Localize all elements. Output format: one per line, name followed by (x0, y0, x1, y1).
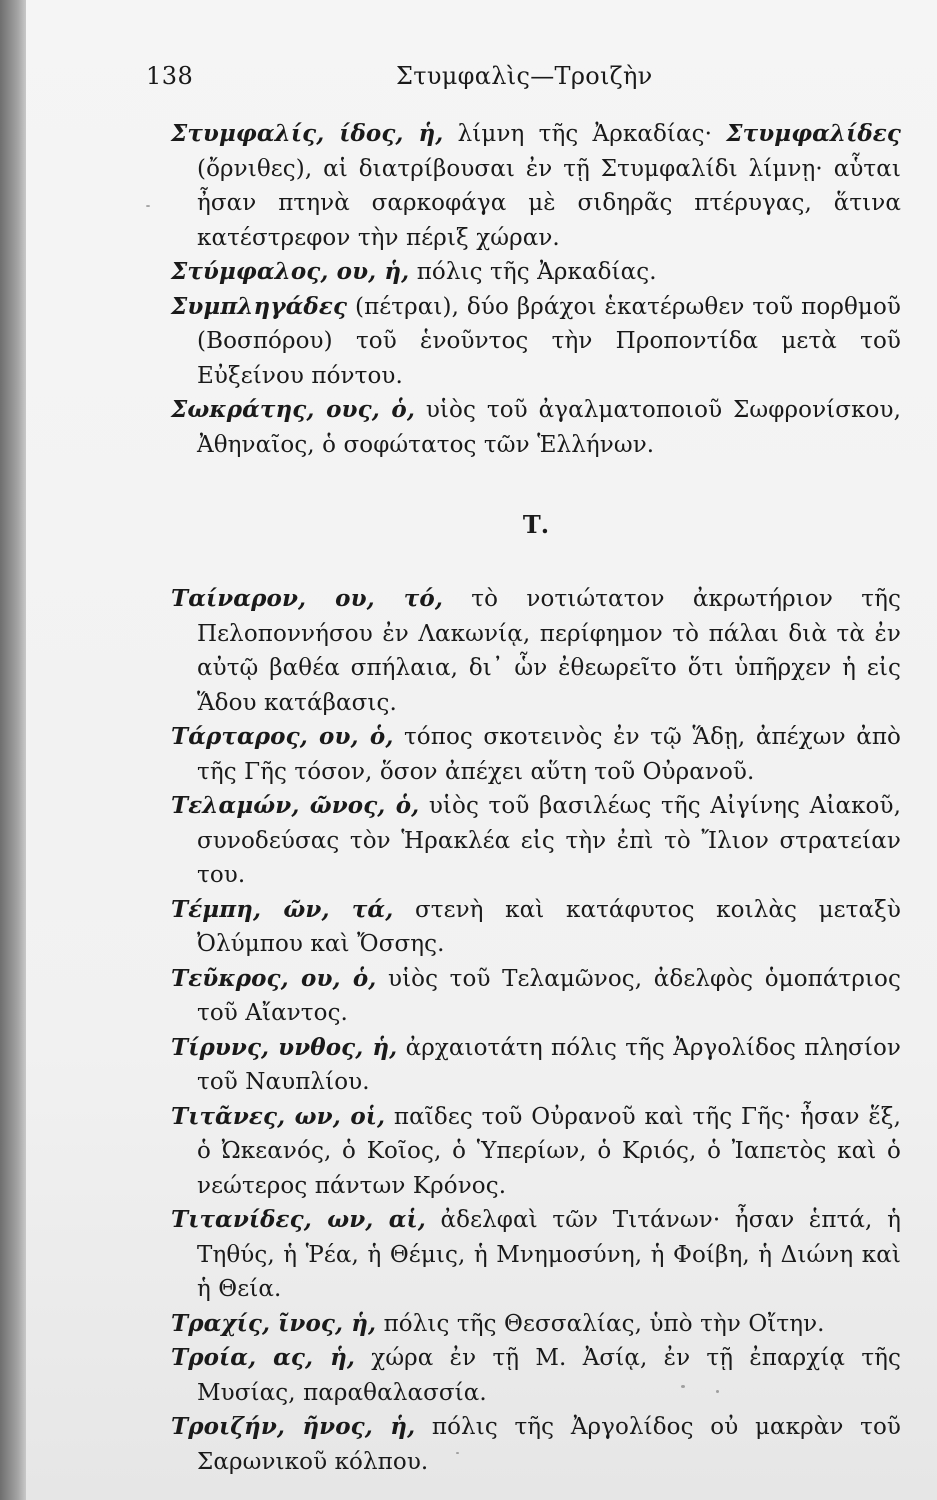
entry-text: λίμνη τῆς Ἀρκαδίας· (443, 121, 727, 147)
entry-headword: Στύμφαλος, ου, ἡ, (171, 258, 410, 285)
dictionary-entry (171, 962, 901, 1031)
dictionary-entry (171, 893, 901, 962)
dictionary-entry (171, 720, 901, 789)
entry-text: πόλις τῆς Ἀρκαδίας. (409, 259, 657, 285)
entry-headword: Τελαμών, ῶνος, ὁ, (171, 792, 420, 819)
entry-headword: Τάρταρος, ου, ὁ, (171, 723, 394, 750)
dictionary-entry (171, 1100, 901, 1204)
dictionary-entry (171, 582, 901, 720)
dictionary-entry (171, 1410, 901, 1479)
entry-text: χώρα ἐν τῇ Μ. Ἀσίᾳ, ἐν τῇ ἐπαρχίᾳ τῆς Μυσίας, παραθαλασσία. (197, 1345, 902, 1406)
entry-text: τόπος σκοτεινὸς ἐν τῷ Ἅδῃ, ἀπέχων ἀπὸ τῆς Γῆς τόσον, ὅσον ἀπέχει αὕτη τοῦ Οὐρανοῦ. (197, 724, 902, 785)
entry-text: υἱὸς τοῦ Τελαμῶνος, ἀδελφὸς ὁμοπάτριος τοῦ Αἴαντος. (197, 965, 901, 1026)
entry-text: (ὄρνιθες), αἱ διατρίβουσαι ἐν τῇ Στυμφαλίδι λίμνῃ· αὗται ἦσαν πτηνὰ σαρκοφάγα μὲ σιδηρᾶς πτέρυγας, ἅτινα κατέστρεφον τὴν πέριξ χώραν. (197, 155, 901, 251)
dictionary-entry (171, 255, 901, 290)
entry-text: στενὴ καὶ κατάφυτος κοιλὰς μεταξὺ Ὀλύμπου καὶ Ὄσσης. (197, 896, 901, 957)
entry-text: (πέτραι), δύο βράχοι ἑκατέρωθεν τοῦ πορθμοῦ (Βοσπόρου) τοῦ ἑνοῦντος τὴν Προποντίδα μετὰ τοῦ Εὐξείνου πόντου. (197, 293, 901, 389)
entry-headword: Τέμπη, ῶν, τά, (171, 895, 394, 923)
entry-headword: Τροιζήν, ῆνος, ἡ, (171, 1413, 416, 1440)
entry-text: παῖδες τοῦ Οὐρανοῦ καὶ τῆς Γῆς· ἦσαν ἕξ, ὁ Ὠκεανός, ὁ Κοῖος, ὁ Ὑπερίων, ὁ Κριός, ὁ Ἰαπετὸς καὶ ὁ νεώτερος πάντων Κρόνος. (197, 1103, 901, 1199)
entry-text: τὸ νοτιώτατον ἀκρωτήριον τῆς Πελοποννήσου ἐν Λακωνίᾳ, περίφημον τὸ πάλαι διὰ τὰ ἐν αὐτῷ βαθέα σπήλαια, δι᾽ ὧν ἐθεωρεῖτο ὅτι ὑπῆρχεν ἡ εἰς Ἅδου κατάβασις. (197, 586, 901, 716)
entry-text: ἀδελφαὶ τῶν Τιτάνων· ἦσαν ἑπτά, ἡ Τηθύς, ἡ Ῥέα, ἡ Θέμις, ἡ Μνημοσύνη, ἡ Φοίβη, ἡ Διώνη καὶ ἡ Θεία. (197, 1207, 901, 1302)
entry-text: πόλις τῆς Θεσσαλίας, ὑπὸ τὴν Οἴτην. (376, 1310, 825, 1337)
dictionary-entry (171, 789, 901, 893)
entry-headword: Στυμφαλίς, ίδος, ἡ, (171, 120, 444, 147)
section-letter-heading: Τ. (522, 510, 550, 539)
entry-headword: Σωκράτης, ους, ὁ, (171, 396, 415, 423)
entry-headword: Τραχίς, ῖνος, ἡ, (171, 1309, 377, 1337)
dictionary-entry (171, 393, 901, 462)
entry-headword: Τιτᾶνες, ων, οἱ, (171, 1102, 386, 1130)
dictionary-entry (171, 1203, 901, 1307)
dictionary-entry (171, 290, 901, 394)
entry-headword: Συμπληγάδες (171, 292, 348, 320)
dictionary-entry (171, 1307, 901, 1342)
page-header (146, 62, 806, 102)
dictionary-content (171, 117, 901, 1479)
running-head: Στυμφαλὶς—Τροιζὴν (396, 62, 653, 90)
entry-headword: Ταίναρον, ου, τό, (171, 585, 443, 612)
entry-text: ἀρχαιοτάτη πόλις τῆς Ἀργολίδος πλησίον τοῦ Ναυπλίου. (197, 1034, 901, 1095)
paper-speck (146, 205, 150, 207)
dictionary-entry (171, 1341, 901, 1410)
entry-text: υἱὸς τοῦ βασιλέως τῆς Αἰγίνης Αἰακοῦ, συνοδεύσας τὸν Ἡρακλέα εἰς τὴν ἐπὶ τὸ Ἴλιον στρατείαν του. (197, 793, 901, 888)
entry-headword: Τροία, ας, ἡ, (171, 1344, 356, 1371)
entry-headword: Τίρυνς, υνθος, ἡ, (171, 1033, 398, 1061)
book-page (26, 0, 937, 1500)
entry-headword: Στυμφαλίδες (726, 120, 901, 147)
entry-headword: Τεῦκρος, ου, ὁ, (171, 964, 377, 992)
page-number: 138 (146, 62, 194, 90)
entry-text: πόλις τῆς Ἀργολίδος οὐ μακρὰν τοῦ Σαρωνικοῦ κόλπου. (197, 1414, 901, 1475)
entry-text: υἱὸς τοῦ ἀγαλματοποιοῦ Σωφρονίσκου, Ἀθηναῖος, ὁ σοφώτατος τῶν Ἑλλήνων. (197, 397, 901, 458)
entry-headword: Τιτανίδες, ων, αἱ, (171, 1206, 426, 1233)
dictionary-entry (171, 117, 901, 255)
dictionary-entry (171, 1031, 901, 1100)
